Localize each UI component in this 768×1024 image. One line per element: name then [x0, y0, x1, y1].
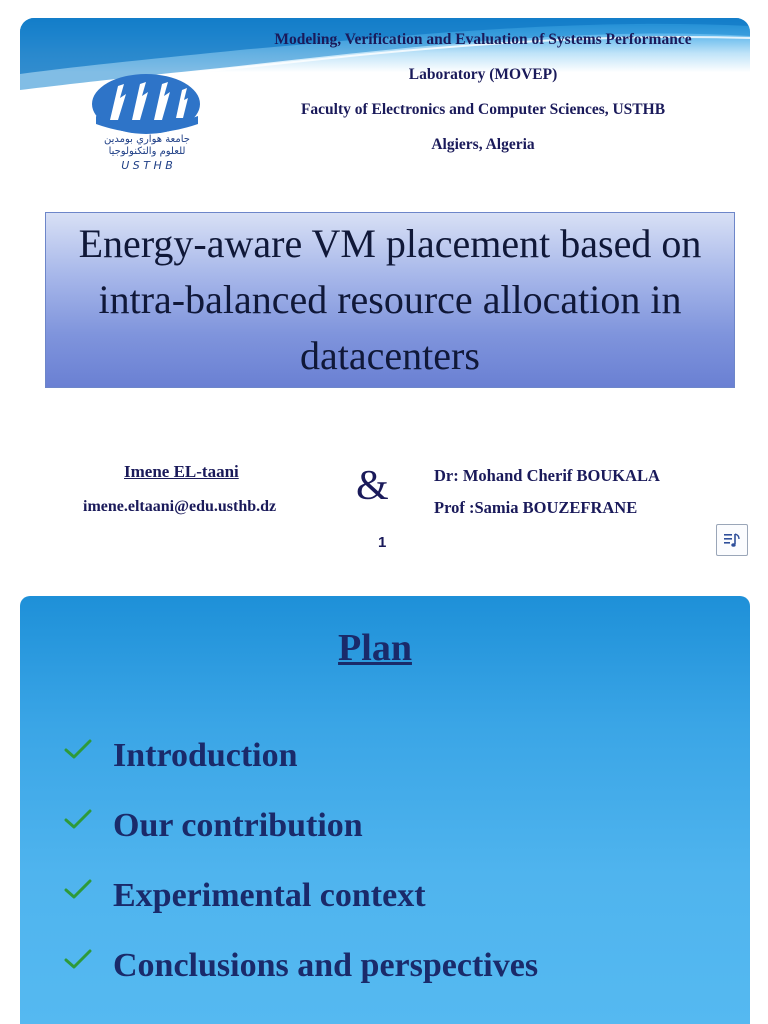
plan-item-label: Experimental context: [113, 877, 426, 914]
lab-line-1: Modeling, Verification and Evaluation of Systems Performance: [274, 31, 692, 48]
lab-line-3: Faculty of Electronics and Computer Sciences, USTHB: [300, 101, 666, 118]
lab-line-4: Algiers, Algeria: [431, 136, 535, 153]
logo-arabic-line2: للعلوم والتكنولوجيا: [108, 146, 186, 157]
lab-line-2: Laboratory (MOVEP): [408, 66, 558, 83]
audio-note-icon: [722, 530, 742, 550]
supervisor-1: Dr: Mohand Cherif BOUKALA: [434, 466, 660, 485]
check-icon: [64, 878, 92, 900]
supervisor-2: Prof :Samia BOUZEFRANE: [434, 498, 638, 517]
check-icon: [64, 808, 92, 830]
logo-arabic-line1: جامعة هواري بومدين: [104, 134, 190, 145]
ampersand: &: [356, 463, 389, 509]
logo-latin-text: U S T H B: [121, 159, 173, 172]
usthb-logo: [88, 72, 206, 174]
check-icon: [64, 738, 92, 760]
plan-item-label: Conclusions and perspectives: [113, 947, 539, 984]
lab-affiliation: [218, 28, 748, 168]
plan-item-label: Introduction: [113, 737, 298, 774]
presentation-title-box: [45, 212, 735, 388]
page-number: 1: [378, 534, 387, 551]
author-name: Imene EL-taani: [124, 462, 239, 481]
plan-slide: [20, 596, 750, 1024]
author-email: imene.eltaani@edu.usthb.dz: [83, 498, 277, 515]
audio-button[interactable]: [716, 524, 748, 556]
check-icon: [64, 948, 92, 970]
plan-item-label: Our contribution: [113, 807, 363, 844]
plan-title: Plan: [338, 627, 412, 669]
presentation-title: Energy-aware VM placement based on intra-balanced resource allocation in datacenters: [78, 221, 702, 378]
